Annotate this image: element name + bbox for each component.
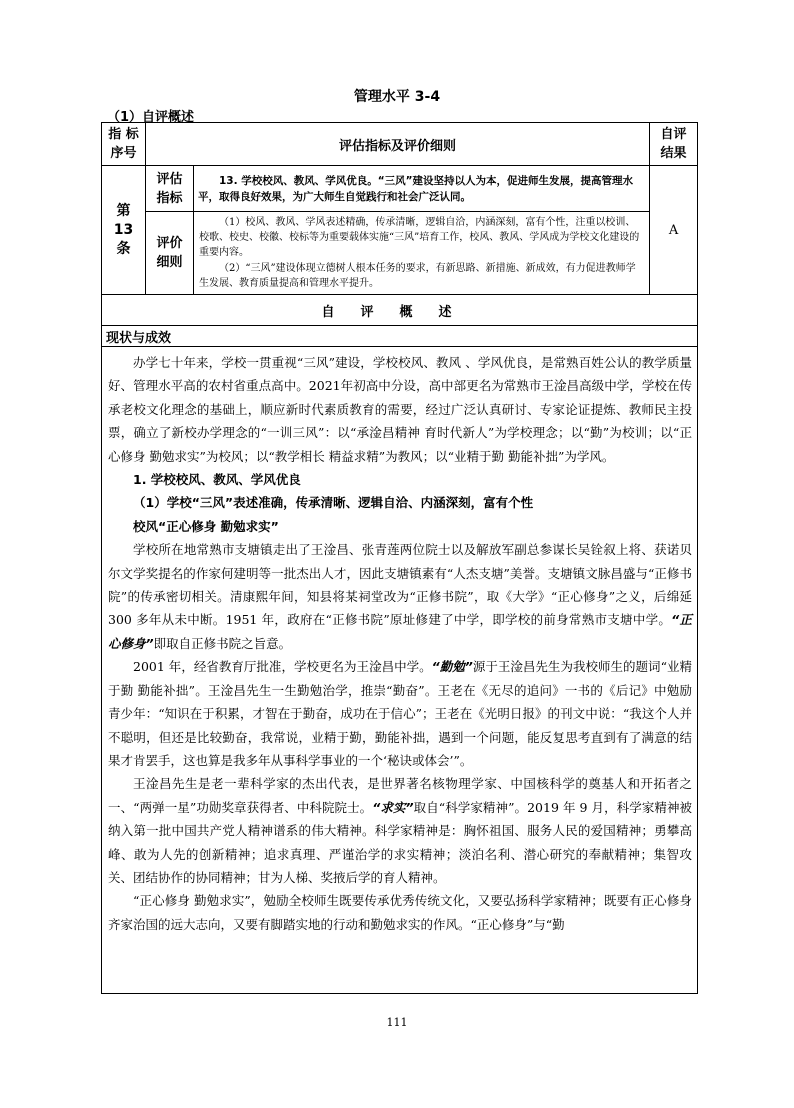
detail-label-line-2: 细则	[156, 255, 183, 270]
page-title: 管理水平 3-4	[353, 89, 441, 105]
section-heading: （1）自评概述	[107, 110, 195, 125]
indicator-text: 13. 学校校风、教风、学风优良。“三风”建设坚持以人为本，促进师生发展，提高管理水平，取得良好效果，为广大师生自觉践行和社会广泛认同。	[198, 174, 634, 203]
header-result-line-2: 结果	[660, 146, 687, 161]
indicator-label-cell	[146, 166, 194, 212]
paragraph-4-bold: “求实”	[372, 799, 414, 815]
detail-text-cell	[194, 212, 650, 295]
clause-line-1: 第	[116, 202, 131, 219]
detail-label-line-1: 评价	[156, 236, 183, 251]
detail-item-2: （2）“三风”建设体现立德树人根本任务的要求，有新思路、新措施、新成效，有力促进教师学生发展、教育质量提高和管理水平提升。	[199, 262, 636, 289]
paragraph-3-bold: “勤勉”	[431, 659, 473, 675]
paragraph-2-text: 学校所在地常熟市支塘镇走出了王淦昌、张青莲两位院士以及解放军副总参谋长吴铨叙上将、获诺贝尔文学奖提名的作家何建明等一批杰出人才，因此支塘镇素有“人杰支塘”美誉。支塘镇文脉昌盛与“正修书院”的传承密切相关。清康熙年间，知县将某祠堂改为“正修书院”，取《大学》“正心修身”之义，后绵延 300 多年从未中断。1951 年，政府在“正修书院”原址修建了中学，即学校的前身常熟市支塘中学。	[108, 542, 693, 628]
header-index-cell	[102, 123, 146, 166]
header-result-cell	[650, 123, 698, 166]
heading-2: （1）学校“三风”表述准确，传承清晰、逻辑自洽、内涵深刻，富有个性	[133, 495, 534, 511]
paragraph-2	[108, 538, 692, 655]
paragraph-3-text: 2001 年，经省教育厅批准，学校更名为王淦昌中学。	[133, 659, 432, 675]
heading-3: 校风“正心修身 勤勉求实”	[133, 518, 279, 534]
indicator-label-line-2: 指标	[156, 190, 183, 206]
paragraph-3	[108, 655, 692, 772]
paragraph-4	[108, 772, 692, 889]
evaluation-table	[101, 122, 698, 994]
detail-label-cell	[146, 212, 194, 295]
paragraph-4-tail: 取自“科学家精神”。2019 年 9 月，科学家精神被纳入第一批中国共产党人精神谱系的伟大精神。科学家精神是：胸怀祖国、服务人民的爱国精神；勇攀高峰、敢为人先的创新精神；追求真理、严谨治学的求实精神；淡泊名利、潜心研究的奉献精神；集智攻关、团结协作的协同精神；甘为人梯、奖掖后学的育人精神。	[108, 799, 693, 885]
status-title: 现状与成效	[102, 326, 698, 347]
paragraph-4-text: 王淦昌先生是老一辈科学家的杰出代表，是世界著名核物理学家、中国核科学的奠基人和开拓者之一、“两弹一星”功勋奖章获得者、中科院院士。	[108, 776, 693, 815]
self-eval-result: A	[650, 166, 698, 295]
clause-line-3: 条	[116, 240, 131, 257]
paragraph-5: “正心修身 勤勉求实”，勉励全校师生既要传承优秀传统文化，又要弘扬科学家精神；既要有正心修身齐家治国的远大志向，又要有脚踏实地的行动和勤勉求实的作风。“正心修身”与“勤	[108, 893, 693, 932]
indicator-label-line-1: 评估	[156, 171, 183, 187]
detail-item-1: （1）校风、教风、学风表述精确，传承清晰，逻辑自洽，内涵深刻，富有个性，注重以校训、校歌、校史、校徽、校标等为重要载体实施“三风”培育工作，校风、教风、学风成为学校文化建设的重要内容。	[199, 217, 640, 259]
header-index-line-2: 序号	[110, 146, 137, 161]
clause-line-2: 13	[113, 221, 134, 238]
indicator-text-cell	[194, 166, 650, 212]
narrative-body	[102, 347, 698, 994]
header-index-line-1: 指 标	[108, 127, 139, 142]
paragraph-3-tail: 源于王淦昌先生为我校师生的题词“业精于勤 勤能补拙”。王淦昌先生一生勤勉治学，推崇“勤奋”。王老在《无尽的追问》一书的《后记》中勉励青少年：“知识在于积累，才智在于勤奋，成功在于信心”；王老在《光明日报》的刊文中说：“我这个人并不聪明，但还是比较勤奋，我常说，业精于勤，勤能补拙，遇到一个问题，能反复思考直到有了满意的结果才肯罢手，这也算是我多年从事科学事业的一个‘秘诀或体会’”。	[108, 659, 693, 768]
paragraph-2-tail: 即取自正修书院之旨意。	[153, 635, 292, 651]
paragraph-2-bold: “正心修身”	[108, 612, 693, 651]
header-criteria-cell: 评估指标及评价细则	[146, 123, 650, 166]
page-number: 111	[386, 1016, 408, 1029]
paragraph-1: 办学七十年来，学校一贯重视“三风”建设，学校校风、教风 、学风优良，是常熟百姓公认的教学质量好、管理水平高的农村省重点高中。2021年初高中分设，高中部更名为常熟市王淦昌高级中学，学校在传承老校文化理念的基础上，顺应新时代素质教育的需要，经过广泛认真研讨、专家论证提炼、教师民主投票，确立了新校办学理念的“一训三风”：以“承淦昌精神 育时代新人”为学校理念；以“勤”为校训；以“正心修身 勤勉求实”为校风；以“教学相长 精益求精”为教风；以“业精于勤 勤能补拙”为学风。	[108, 355, 693, 464]
heading-1: 1. 学校校风、教风、学风优良	[133, 472, 301, 488]
header-result-line-1: 自评	[660, 127, 687, 142]
clause-number-cell	[102, 166, 146, 295]
summary-title: 自评概述	[102, 295, 698, 326]
